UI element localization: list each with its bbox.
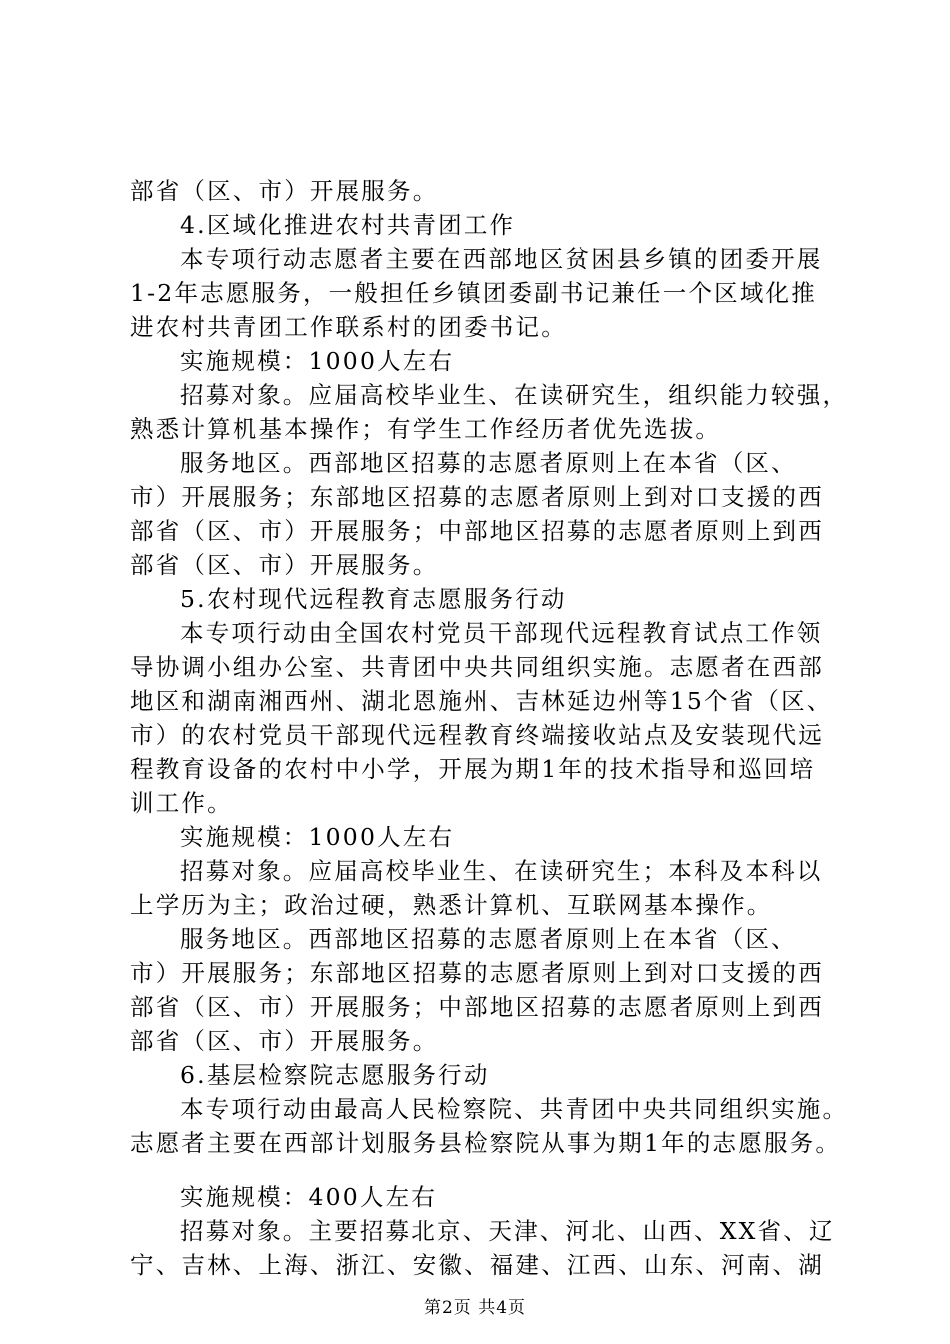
text-line: 导协调小组办公室、共青团中央共同组织实施。志愿者在西部 (130, 653, 824, 681)
text-line: 部省（区、市）开展服务。 (130, 1027, 439, 1055)
text-line: 熟悉计算机基本操作；有学生工作经历者优先选拔。 (130, 415, 722, 443)
text-line: 训工作。 (130, 789, 233, 817)
text-line: 市）开展服务；东部地区招募的志愿者原则上到对口支援的西 (130, 959, 824, 987)
page-number-footer: 第2页 共4页 (423, 1298, 527, 1318)
text-line: 本专项行动志愿者主要在西部地区贫困县乡镇的团委开展 (180, 245, 823, 273)
text-line: 地区和湖南湘西州、湖北恩施州、吉林延边州等15个省（区、 (130, 687, 833, 715)
text-line: 部省（区、市）开展服务；中部地区招募的志愿者原则上到西 (130, 517, 824, 545)
text-line: 服务地区。西部地区招募的志愿者原则上在本省（区、 (180, 925, 797, 953)
text-line: 市）开展服务；东部地区招募的志愿者原则上到对口支援的西 (130, 483, 824, 511)
text-line: 实施规模：1000人左右 (180, 823, 455, 851)
section-heading: 4.区域化推进农村共青团工作 (180, 211, 516, 239)
text-line: 1-2年志愿服务，一般担任乡镇团委副书记兼任一个区域化推 (130, 279, 817, 307)
text-line: 本专项行动由最高人民检察院、共青团中央共同组织实施。 (180, 1095, 849, 1123)
text-line: 程教育设备的农村中小学，开展为期1年的技术指导和巡回培 (130, 755, 816, 783)
text-line: 招募对象。主要招募北京、天津、河北、山西、XX省、辽 (180, 1217, 835, 1245)
text-line: 招募对象。应届高校毕业生、在读研究生，组织能力较强， (180, 381, 849, 409)
text-line: 招募对象。应届高校毕业生、在读研究生；本科及本科以 (180, 857, 823, 885)
text-line: 服务地区。西部地区招募的志愿者原则上在本省（区、 (180, 449, 797, 477)
text-line: 实施规模：1000人左右 (180, 347, 455, 375)
section-heading: 6.基层检察院志愿服务行动 (180, 1061, 490, 1089)
text-line: 宁、吉林、上海、浙江、安徽、福建、江西、山东、河南、湖 (130, 1251, 824, 1279)
text-line: 志愿者主要在西部计划服务县检察院从事为期1年的志愿服务。 (130, 1129, 842, 1157)
section-heading: 5.农村现代远程教育志愿服务行动 (180, 585, 567, 613)
text-line: 部省（区、市）开展服务。 (130, 551, 439, 579)
text-line: 部省（区、市）开展服务。 (130, 177, 439, 205)
text-line: 部省（区、市）开展服务；中部地区招募的志愿者原则上到西 (130, 993, 824, 1021)
text-line: 市）的农村党员干部现代远程教育终端接收站点及安装现代远 (130, 721, 824, 749)
text-line: 本专项行动由全国农村党员干部现代远程教育试点工作领 (180, 619, 823, 647)
text-line: 上学历为主；政治过硬，熟悉计算机、互联网基本操作。 (130, 891, 773, 919)
text-line: 进农村共青团工作联系村的团委书记。 (130, 313, 567, 341)
text-line: 实施规模：400人左右 (180, 1183, 438, 1211)
